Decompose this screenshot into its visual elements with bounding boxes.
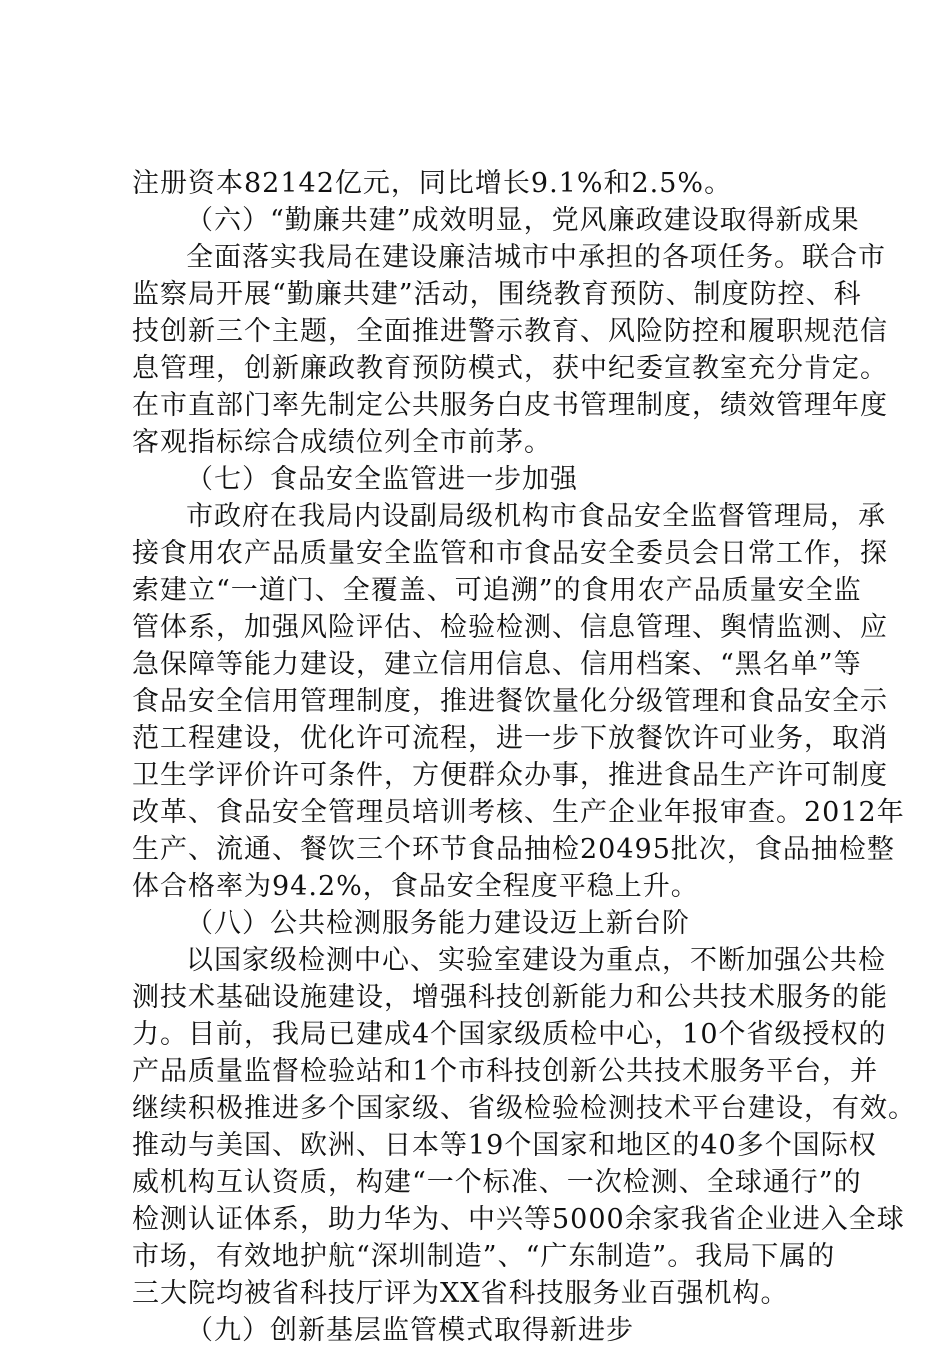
text-line: 生产、流通、餐饮三个环节食品抽检20495批次，食品抽检整 <box>132 834 895 865</box>
text-line: 范工程建设，优化许可流程，进一步下放餐饮许可业务，取消 <box>132 723 888 754</box>
text-line: 监察局开展“勤廉共建”活动，围绕教育预防、制度防控、科 <box>132 279 862 310</box>
text-line: 测技术基础设施建设，增强科技创新能力和公共技术服务的能 <box>132 982 888 1013</box>
text-line: 全面落实我局在建设廉洁城市中承担的各项任务。联合市 <box>186 242 886 273</box>
section-heading-7: （七）食品安全监管进一步加强 <box>186 464 578 495</box>
text-line: 三大院均被省科技厅评为XX省科技服务业百强机构。 <box>132 1278 789 1309</box>
text-line: 管体系，加强风险评估、检验检测、信息管理、舆情监测、应 <box>132 612 888 643</box>
text-line: 食品安全信用管理制度，推进餐饮量化分级管理和食品安全示 <box>132 686 888 717</box>
text-line: 息管理，创新廉政教育预防模式，获中纪委宣教室充分肯定。 <box>132 353 888 384</box>
section-heading-9: （九）创新基层监管模式取得新进步 <box>186 1315 634 1346</box>
text-line: 市场，有效地护航“深圳制造”、“广东制造”。我局下属的 <box>132 1241 836 1272</box>
text-line: 客观指标综合成绩位列全市前茅。 <box>132 427 552 458</box>
text-line: 急保障等能力建设，建立信用信息、信用档案、“黑名单”等 <box>132 649 862 680</box>
text-line: 卫生学评价许可条件，方便群众办事，推进食品生产许可制度 <box>132 760 888 791</box>
text-line: 威机构互认资质，构建“一个标准、一次检测、全球通行”的 <box>132 1167 862 1198</box>
text-line: 改革、食品安全管理员培训考核、生产企业年报审查。2012年 <box>132 797 905 828</box>
text-line: 体合格率为94.2%，食品安全程度平稳上升。 <box>132 871 699 902</box>
text-line: 产品质量监督检验站和1个市科技创新公共技术服务平台，并 <box>132 1056 879 1087</box>
text-line: 力。目前，我局已建成4个国家级质检中心，10个省级授权的 <box>132 1019 887 1050</box>
text-line: 在市直部门率先制定公共服务白皮书管理制度，绩效管理年度 <box>132 390 888 421</box>
text-line: 检测认证体系，助力华为、中兴等5000余家我省企业进入全球 <box>132 1204 905 1235</box>
section-heading-8: （八）公共检测服务能力建设迈上新台阶 <box>186 908 690 939</box>
text-line: 市政府在我局内设副局级机构市食品安全监督管理局，承 <box>186 501 886 532</box>
text-line: 注册资本82142亿元，同比增长9.1%和2.5%。 <box>132 168 733 199</box>
text-line: 继续积极推进多个国家级、省级检验检测技术平台建设，有效。 <box>132 1093 916 1124</box>
section-heading-6: （六）“勤廉共建”成效明显，党风廉政建设取得新成果 <box>186 205 860 236</box>
text-line: 索建立“一道门、全覆盖、可追溯”的食用农产品质量安全监 <box>132 575 862 606</box>
text-line: 推动与美国、欧洲、日本等19个国家和地区的40多个国际权 <box>132 1130 877 1161</box>
text-line: 接食用农产品质量安全监管和市食品安全委员会日常工作，探 <box>132 538 888 569</box>
text-line: 以国家级检测中心、实验室建设为重点，不断加强公共检 <box>186 945 886 976</box>
text-line: 技创新三个主题，全面推进警示教育、风险防控和履职规范信 <box>132 316 888 347</box>
